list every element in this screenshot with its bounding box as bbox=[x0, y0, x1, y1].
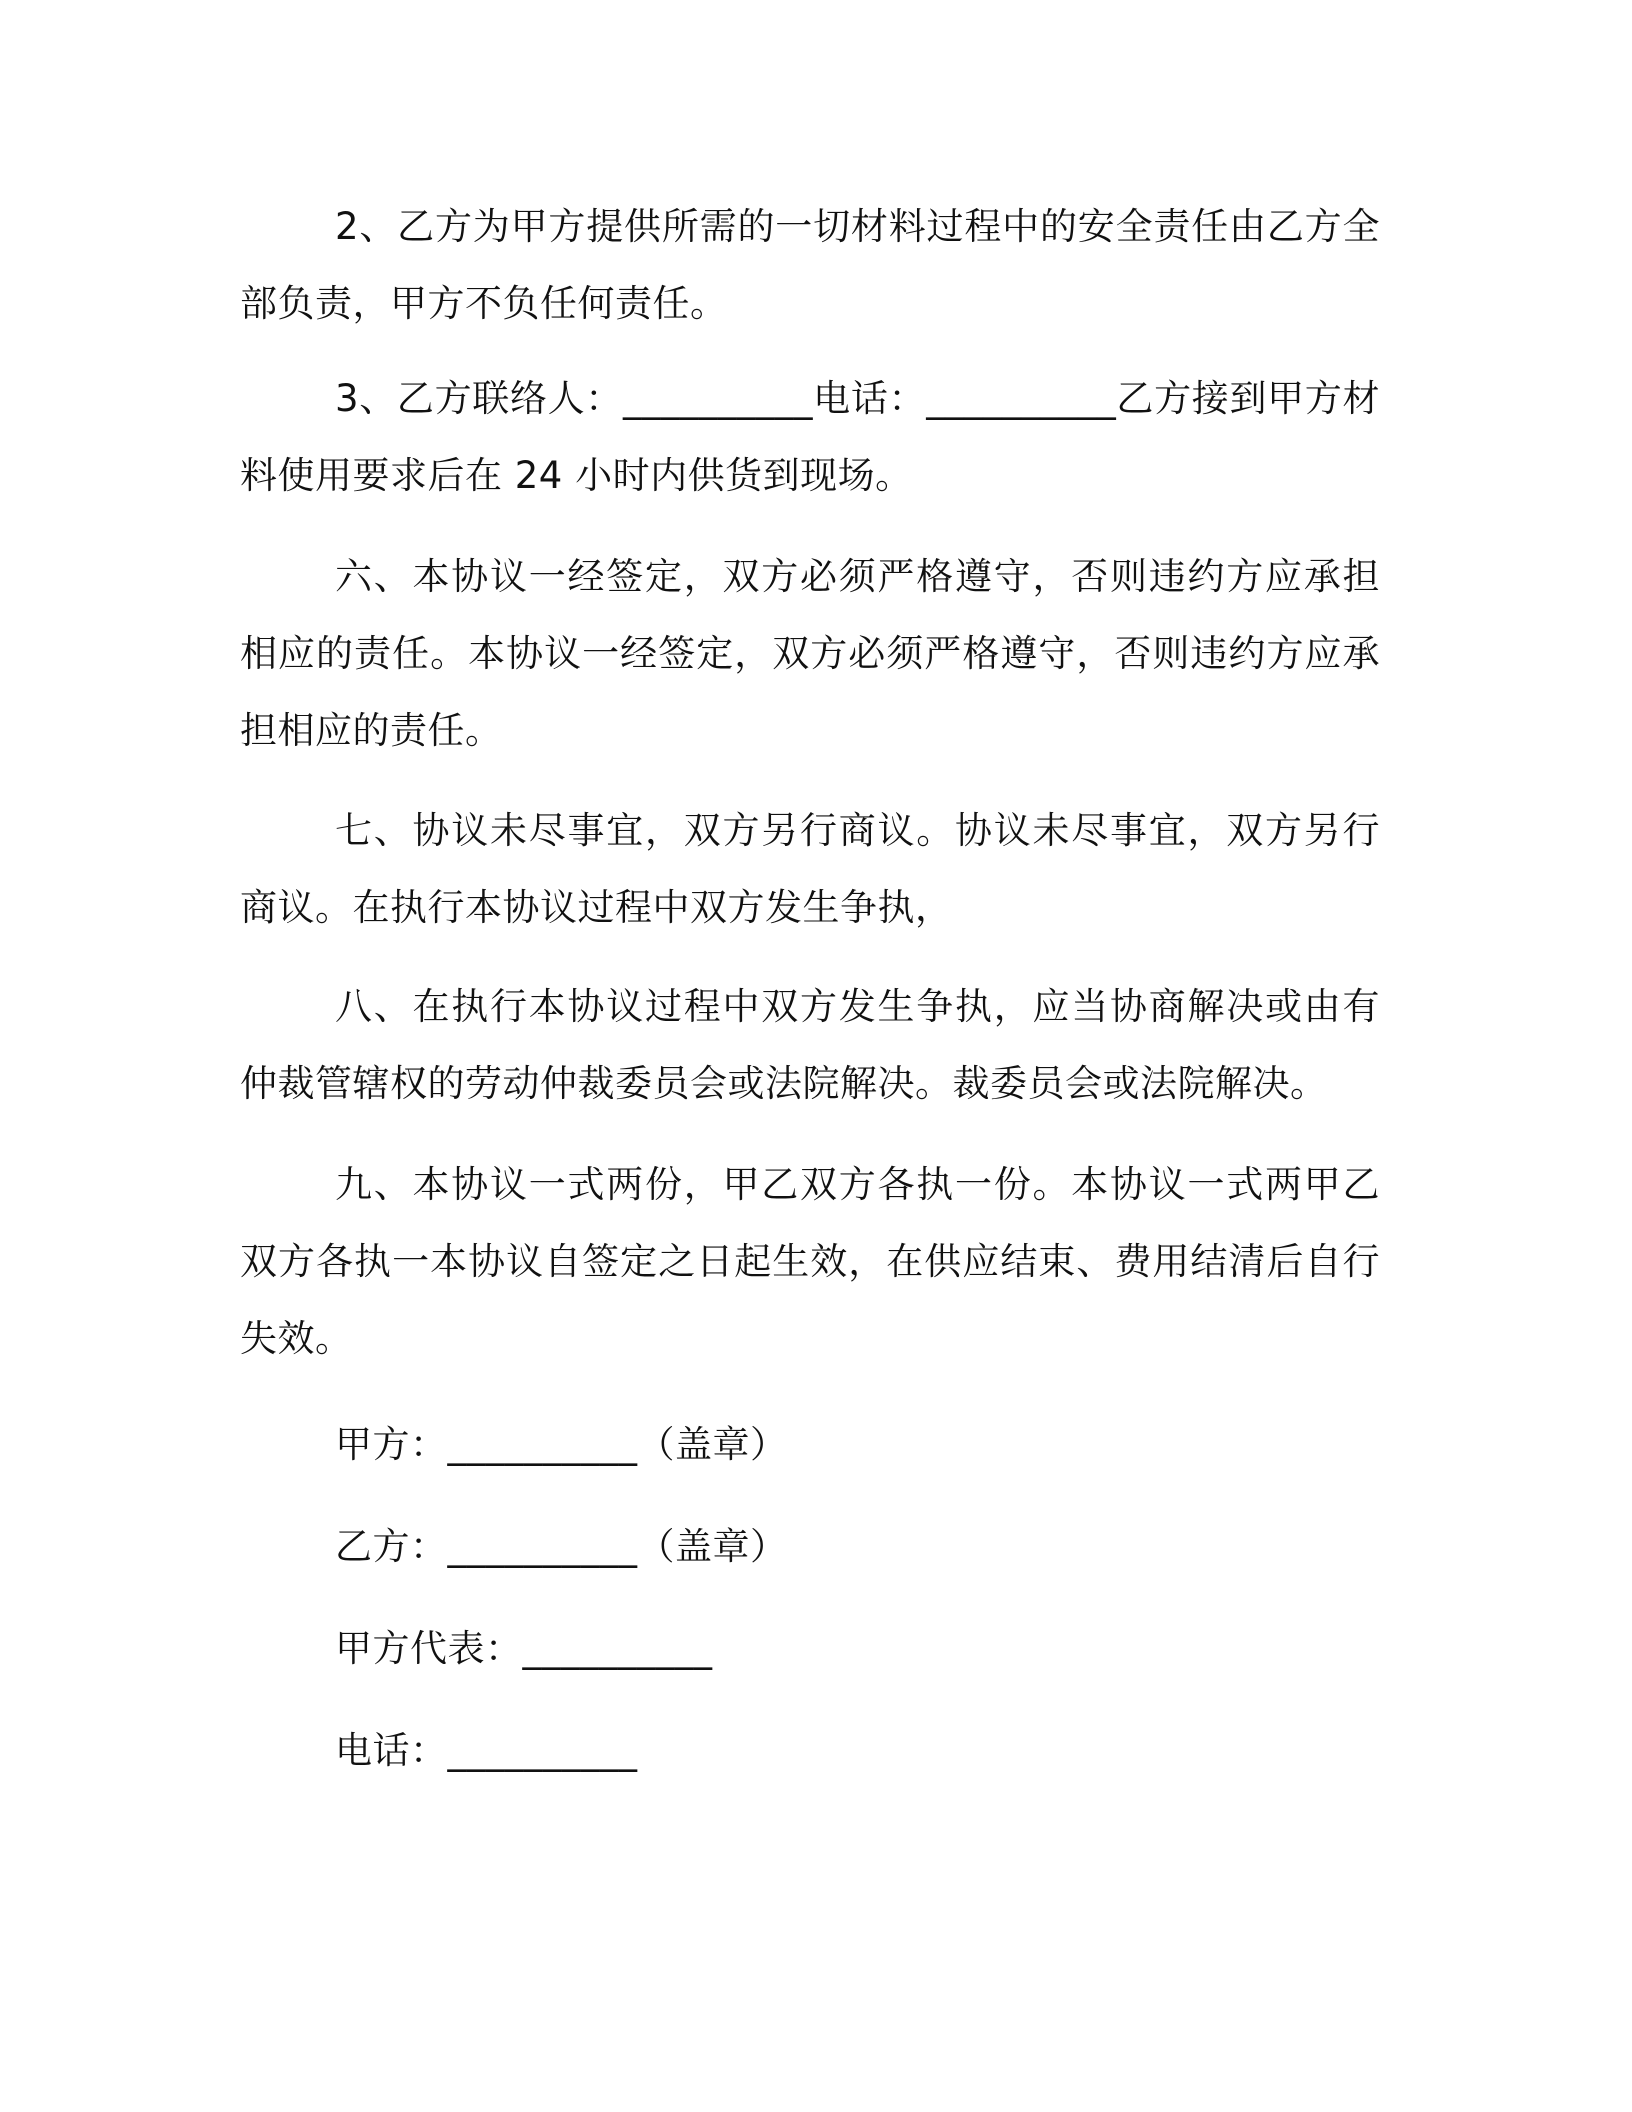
party-a-representative-line bbox=[335, 1624, 713, 1674]
phone-label: 电话： bbox=[335, 1729, 448, 1772]
party-a-blank: __________ bbox=[447, 1423, 638, 1466]
party-b-label: 乙方： bbox=[335, 1525, 448, 1568]
clause-7-paragraph: 七、协议未尽事宜，双方另行商议。协议未尽事宜，双方另行商议。在执行本协议过程中双方发生争执， bbox=[240, 809, 1380, 929]
clause-2-paragraph: 2、乙方为甲方提供所需的一切材料过程中的安全责任由乙方全部负责，甲方不负任何责任。 bbox=[240, 205, 1380, 325]
phone-line bbox=[335, 1726, 638, 1776]
party-b-seal-note: （盖章） bbox=[637, 1525, 788, 1568]
party-a-rep-blank: __________ bbox=[522, 1627, 713, 1670]
phone-blank: __________ bbox=[447, 1729, 638, 1772]
clause-9-paragraph: 九、本协议一式两份，甲乙双方各执一份。本协议一式两甲乙双方各执一本协议自签定之日起生效，在供应结束、费用结清后自行失效。 bbox=[240, 1163, 1380, 1360]
party-a-signature-line bbox=[335, 1420, 788, 1470]
party-b-signature-line bbox=[335, 1522, 788, 1572]
party-a-seal-note: （盖章） bbox=[637, 1423, 788, 1466]
party-a-rep-label: 甲方代表： bbox=[335, 1627, 523, 1670]
party-b-blank: __________ bbox=[447, 1525, 638, 1568]
clause-3-paragraph: 3、乙方联络人：__________电话：__________乙方接到甲方材料使用要求后在 24 小时内供货到现场。 bbox=[240, 377, 1380, 497]
clause-6-paragraph: 六、本协议一经签定，双方必须严格遵守，否则违约方应承担相应的责任。本协议一经签定，双方必须严格遵守，否则违约方应承担相应的责任。 bbox=[240, 555, 1380, 752]
party-a-label: 甲方： bbox=[335, 1423, 448, 1466]
clause-8-paragraph: 八、在执行本协议过程中双方发生争执，应当协商解决或由有仲裁管辖权的劳动仲裁委员会或法院解决。裁委员会或法院解决。 bbox=[240, 985, 1380, 1105]
